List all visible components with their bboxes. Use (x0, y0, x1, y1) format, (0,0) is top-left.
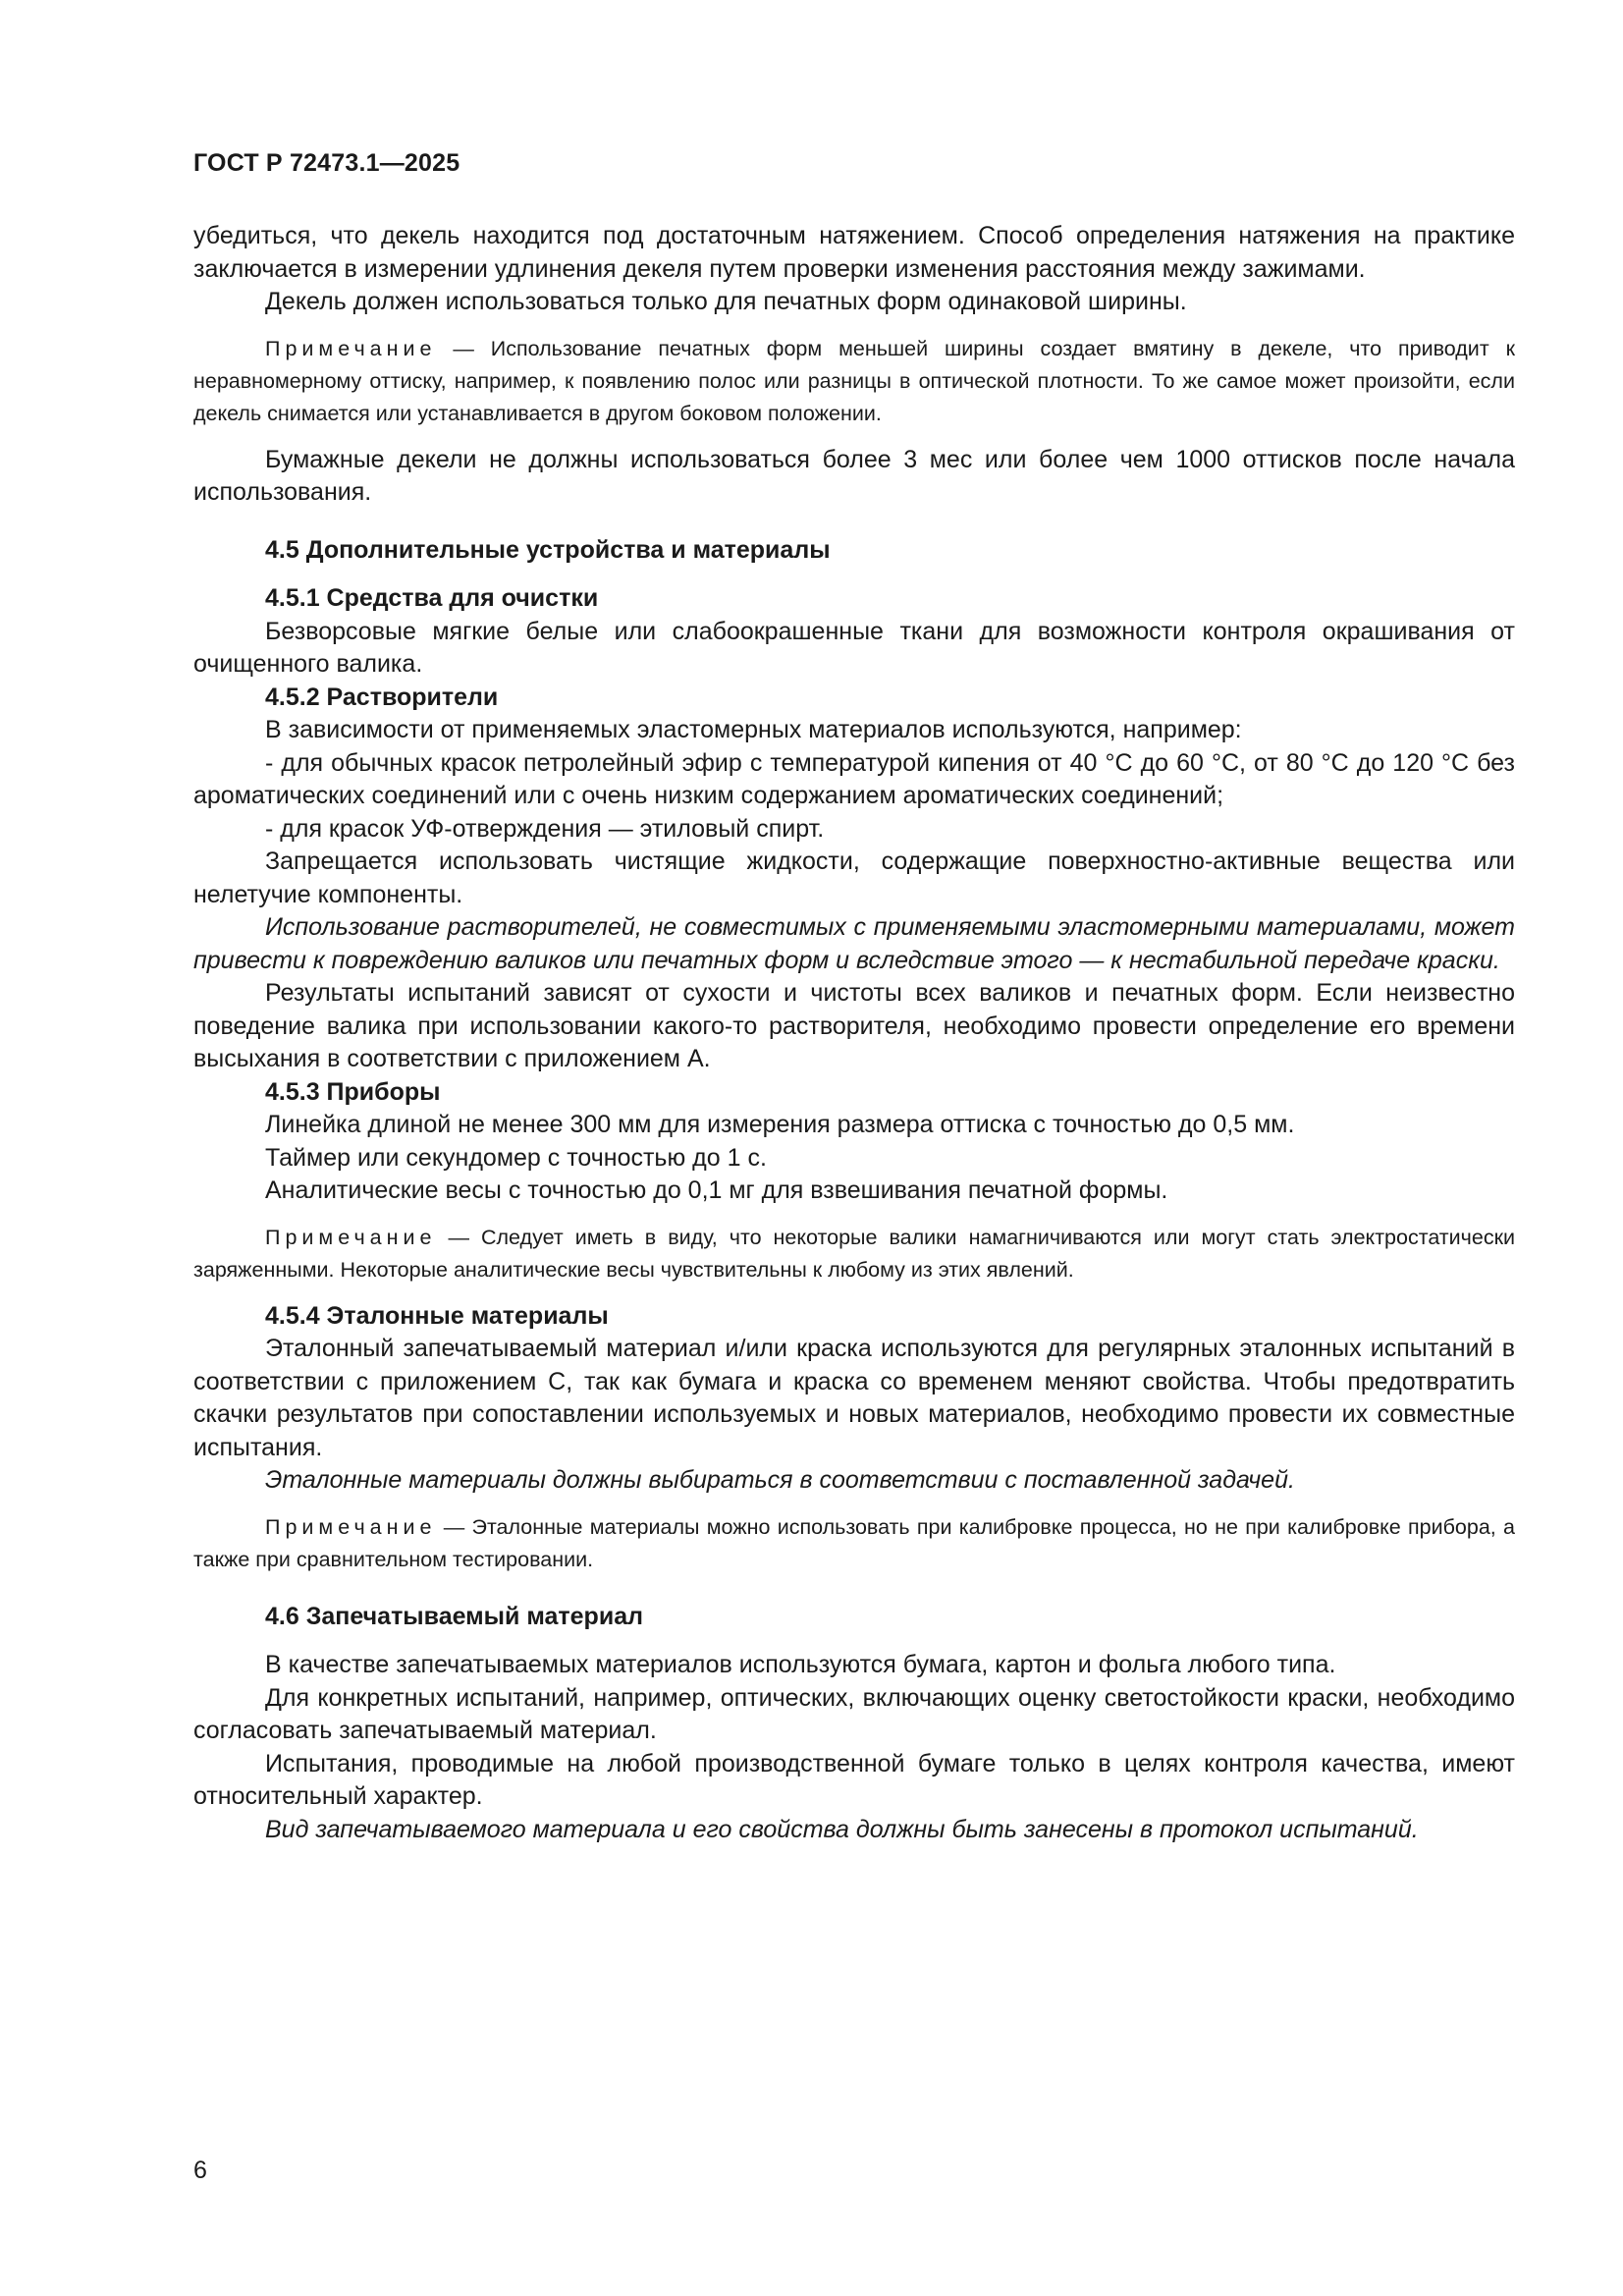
paragraph-timer: Таймер или секундомер с точностью до 1 с. (265, 1143, 767, 1172)
list-item-uv-inks: - для красок УФ-отверждения — этиловый спирт. (265, 814, 825, 843)
note-label: Примечание (265, 336, 437, 360)
paragraph-test-results: Результаты испытаний зависят от сухости и чистоты всех валиков и печатных форм. Если неизвестно поведение валика при использовании какого-то растворителя, необходимо провести определение его времени высыхания в соответствии с приложением А. (193, 979, 1515, 1072)
paragraph-scales: Аналитические весы с точностью до 0,1 мг для взвешивания печатной формы. (265, 1176, 1168, 1204)
note-text: — Следует иметь в виду, что некоторые валики намагничиваются или могут стать электростатически заряженными. Некоторые аналитические весы чувствительны к любому из этих явлений. (193, 1225, 1515, 1282)
subsection-heading-4-5-4: 4.5.4 Эталонные материалы (265, 1301, 609, 1330)
paragraph-specific-tests: Для конкретных испытаний, например, оптических, включающих оценку светостойкости краски, необходимо согласовать запечатываемый материал. (193, 1683, 1515, 1744)
paragraph-same-width: Декель должен использоваться только для печатных форм одинаковой ширины. (265, 288, 1187, 315)
note-text: — Эталонные материалы можно использовать при калибровке процесса, но не при калибровке прибора, а также при сравнительном тестировании. (193, 1514, 1515, 1571)
list-item-petroleum-ether: - для обычных красок петролейный эфир с температурой кипения от 40 °C до 60 °C, от 80 °C до 120 °C без ароматических соединений или с очень низким содержанием ароматических соединений; (193, 748, 1515, 809)
note-magnetization (193, 1222, 1515, 1286)
section-heading-4-5: 4.5 Дополнительные устройства и материалы (265, 535, 831, 564)
paragraph-solvents-intro: В зависимости от применяемых эластомерных материалов используются, например: (265, 716, 1242, 743)
note-label: Примечание (265, 1225, 437, 1249)
paragraph-reference-materials: Эталонный запечатываемый материал и/или краска используются для регулярных эталонных испытаний в соответствии с приложением С, так как бумага и краска со временем меняют свойства. Чтобы предотвратить скачки результатов при сопоставлении используемых и новых материалов, необходимо провести их совместные испытания. (193, 1335, 1515, 1461)
subsection-heading-4-5-2: 4.5.2 Растворители (265, 683, 499, 711)
paragraph-production-paper: Испытания, проводимые на любой производственной бумаге только в целях контроля качества, имеют относительный характер. (193, 1749, 1515, 1810)
paragraph-reference-selection: Эталонные материалы должны выбираться в соответствии с поставленной задачей. (265, 1466, 1295, 1494)
subsection-heading-4-5-1: 4.5.1 Средства для очистки (265, 584, 599, 612)
paragraph-tension: убедиться, что декель находится под достаточным натяжением. Способ определения натяжения на практике заключается в измерении удлинения декеля путем проверки изменения расстояния между зажимами. (193, 222, 1515, 283)
note-calibration (193, 1511, 1515, 1576)
page-number: 6 (193, 2157, 207, 2184)
section-heading-4-6: 4.6 Запечатываемый материал (265, 1602, 643, 1630)
paragraph-substrate-types: В качестве запечатываемых материалов используются бумага, картон и фольга любого типа. (265, 1651, 1336, 1678)
paragraph-ruler: Линейка длиной не менее 300 мм для измерения размера оттиска с точностью до 0,5 мм. (265, 1111, 1295, 1138)
paragraph-test-report: Вид запечатываемого материала и его свойства должны быть занесены в протокол испытаний. (265, 1815, 1419, 1843)
paragraph-prohibited-liquids: Запрещается использовать чистящие жидкости, содержащие поверхностно-активные вещества или нелетучие компоненты. (193, 847, 1515, 908)
paragraph-cleaning: Безворсовые мягкие белые или слабоокрашенные ткани для возможности контроля окрашивания от очищенного валика. (193, 617, 1515, 678)
standard-header: ГОСТ Р 72473.1—2025 (193, 149, 460, 177)
subsection-heading-4-5-3: 4.5.3 Приборы (265, 1077, 441, 1106)
note-width (193, 333, 1515, 430)
page-content (193, 220, 1515, 1846)
note-text: — Использование печатных форм меньшей ширины создает вмятину в декеле, что приводит к неравномерному оттиску, например, к появлению полос или разницы в оптической плотности. То же самое может произойти, если декель снимается или устанавливается в другом боковом положении. (193, 336, 1515, 425)
paragraph-solvent-warning: Использование растворителей, не совместимых с применяемыми эластомерными материалами, может привести к повреждению валиков или печатных форм и вследствие этого — к нестабильной передаче краски. (193, 913, 1515, 974)
note-label: Примечание (265, 1514, 437, 1539)
paragraph-paper-decels: Бумажные декели не должны использоваться более 3 мес или более чем 1000 оттисков после начала использования. (193, 445, 1515, 506)
